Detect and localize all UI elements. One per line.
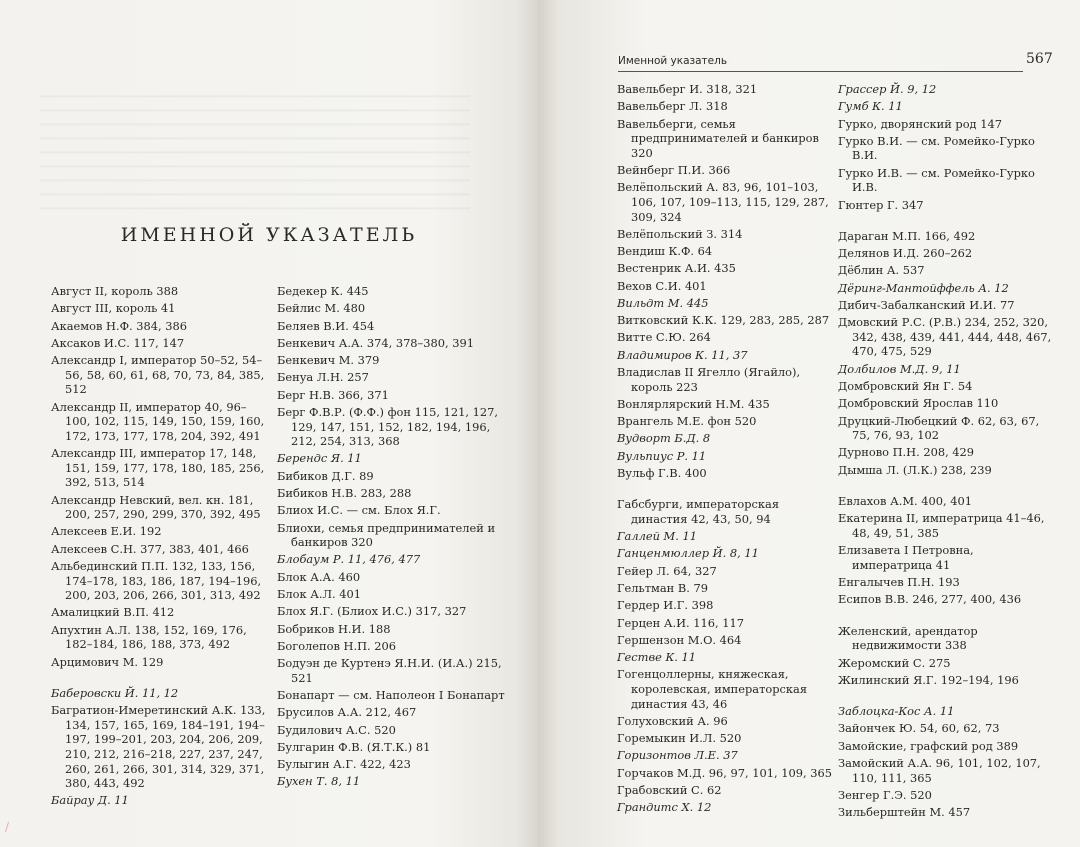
index-entry: Бенкевич А.А. 374, 378–380, 391 [277,335,474,350]
index-entry: Есипов В.В. 246, 277, 400, 436 [838,592,1022,607]
index-entry: Грассер Й. 9, 12 [838,82,937,96]
index-entry: Домбровский Ян Г. 54 [838,379,973,394]
index-entry: Дымша Л. (Л.К.) 238, 239 [838,462,992,477]
index-entry: Гумб К. 11 [838,99,903,114]
letter-group-gap [838,690,1053,704]
index-entry: Гурко, дворянский род 147 [838,116,1002,131]
corner-mark: / [5,820,10,834]
index-entry: Вудворт Б.Д. 8 [617,431,711,446]
index-entry: Заблоцка-Кос А. 11 [838,704,955,719]
index-entry: Горчаков М.Д. 96, 97, 101, 109, 365 [617,765,832,780]
index-entry: Владислав II Ягелло (Ягайло), король 223 [617,365,801,394]
index-entry: Жилинский Я.Г. 192–194, 196 [838,672,1019,687]
index-entry: Екатерина II, императрица 41–46, 48, 49, 51, 385 [838,511,1045,540]
index-entry: Велёпольский З. 314 [617,226,743,241]
index-entry: Блиохи, семья предпринимателей и банкиров 320 [277,520,496,550]
index-entry: Беляев В.И. 454 [277,318,375,333]
index-entry: Бухен Т. 8, 11 [277,774,361,789]
index-entry: Домбровский Ярослав 110 [838,396,999,411]
index-entry: Вавельберги, семья предпринимателей и банкиров 320 [617,116,819,160]
index-entry: Будилович А.С. 520 [277,722,396,737]
index-entry: Габсбурги, императорская династия 42, 43, 50, 94 [617,497,780,526]
letter-group-gap [51,672,269,686]
index-entry: Гердер И.Г. 398 [617,598,714,613]
index-column-1 [51,284,269,811]
index-entry: Берендс Я. 11 [277,451,362,466]
index-entry: Багратион-Имеретинский А.К. 133, 134, 157, 165, 169, 184–191, 194–197, 199–201, 203, 204, 206, 209, 210, 212, 216–218, 227, 237, 247, 260, 261, 266, 301, 314, 329, 371, 380, 443, 492 [51,703,266,791]
index-entry: Байрау Д. 11 [51,793,129,808]
index-entry: Гельтман В. 79 [617,581,708,596]
index-entry: Блох Я.Г. (Блиох И.С.) 317, 327 [277,604,467,619]
page-number: 567 [1026,51,1053,67]
index-entry: Бонапарт — см. Наполеон I Бонапарт [277,688,505,702]
index-entry: Грандитс Х. 12 [617,800,712,815]
index-entry: Гурко В.И. — см. Ромейко-Гурко В.И. [838,133,1035,163]
index-entry: Блок А.Л. 401 [277,587,361,601]
index-entry: Дмовский Р.С. (Р.В.) 234, 252, 320, 342, 438, 439, 441, 444, 448, 467, 470, 475, 529 [838,315,1052,359]
index-entry: Желенский, арендатор недвижимости 338 [838,623,978,653]
index-entry: Арцимович М. 129 [51,654,164,669]
index-entry: Вонлярлярский Н.М. 435 [617,396,770,411]
index-entry: Александр III, император 17, 148, 151, 159, 177, 178, 180, 185, 256, 392, 513, 514 [51,446,265,490]
index-entry: Вендиш К.Ф. 64 [617,244,713,259]
index-entry: Гурко И.В. — см. Ромейко-Гурко И.В. [838,165,1035,195]
index-entry: Вильдт М. 445 [617,295,709,310]
index-entry: Блиох И.С. — см. Блох Я.Г. [277,503,441,518]
index-entry: Бибиков Н.В. 283, 288 [277,486,412,500]
index-entry: Боголепов Н.П. 206 [277,638,396,653]
index-entry: Вавельберг И. 318, 321 [617,82,758,96]
right-page [538,0,1080,847]
index-entry: Гершензон М.О. 464 [617,632,742,647]
index-entry: Бейлис М. 480 [277,301,366,316]
index-entry: Дараган М.П. 166, 492 [838,228,976,243]
index-column-2 [277,284,507,792]
index-entry: Александр Невский, вел. кн. 181, 200, 257, 290, 299, 370, 392, 495 [51,492,261,522]
index-entry: Вульпиус Р. 11 [617,448,707,463]
index-entry: Герцен А.И. 116, 117 [617,615,744,630]
index-entry: Замойские, графский род 389 [838,738,1019,753]
index-entry: Велёпольский А. 83, 96, 101–103, 106, 107, 109–113, 115, 129, 287, 309, 324 [617,180,829,224]
index-entry: Блок А.А. 460 [277,569,361,584]
letter-group-gap [617,483,833,497]
index-entry: Бибиков Д.Г. 89 [277,468,374,483]
running-head [618,53,1023,72]
index-entry: Жеромский С. 275 [838,655,951,670]
index-entry: Горизонтов Л.Е. 37 [617,748,738,763]
index-entry: Евлахов А.М. 400, 401 [838,494,972,509]
index-entry: Гогенцоллерны, княжеская, королевская, императорская династия 43, 46 [617,667,808,711]
index-entry: Вехов С.И. 401 [617,278,707,293]
index-entry: Бедекер К. 445 [277,284,369,298]
index-entry: Замойский А.А. 96, 101, 102, 107, 110, 111, 365 [838,755,1041,785]
index-entry: Акаемов Н.Ф. 384, 386 [51,318,188,333]
index-entry: Алексеев С.Н. 377, 383, 401, 466 [51,541,249,556]
index-entry: Енгалычев П.Н. 193 [838,575,960,590]
index-entry: Вейнберг П.И. 366 [617,163,731,178]
index-column-3 [617,82,833,818]
left-page [0,0,538,847]
index-entry: Долбилов М.Д. 9, 11 [838,361,961,376]
index-entry: Витте С.Ю. 264 [617,330,711,345]
letter-group-gap [838,610,1053,624]
index-entry: Бенкевич М. 379 [277,353,380,368]
letter-group-gap [838,215,1053,229]
index-entry: Грабовский С. 62 [617,783,722,798]
index-entry: Голуховский А. 96 [617,713,728,728]
index-entry: Друцкий-Любецкий Ф. 62, 63, 67, 75, 76, 93, 102 [838,413,1040,443]
index-entry: Август II, король 388 [51,284,179,298]
index-entry: Брусилов А.А. 212, 467 [277,705,417,720]
index-entry: Альбединский П.П. 132, 133, 156, 174–178, 183, 186, 187, 194–196, 200, 203, 206, 266, 301, 313, 492 [51,558,262,603]
index-column-4 [838,82,1053,822]
running-head-text: Именной указатель [618,55,731,67]
index-entry: Алексеев Е.И. 192 [51,524,162,539]
index-entry: Вестенрик А.И. 435 [617,261,736,276]
index-entry: Баберовски Й. 11, 12 [51,685,179,700]
index-entry: Вульф Г.В. 400 [617,466,707,481]
index-entry: Вавельберг Л. 318 [617,99,728,114]
index-entry: Зильберштейн М. 457 [838,805,971,820]
index-entry: Горемыкин И.Л. 520 [617,731,742,746]
index-entry: Галлей М. 11 [617,529,697,544]
index-entry: Апухтин А.Л. 138, 152, 169, 176, 182–184, 186, 188, 373, 492 [51,622,247,652]
index-entry: Амалицкий В.П. 412 [51,605,175,620]
index-entry: Бобриков Н.И. 188 [277,621,391,636]
index-entry: Делянов И.Д. 260–262 [838,246,973,261]
index-entry: Дурново П.Н. 208, 429 [838,445,975,460]
index-entry: Берг Ф.В.Р. (Ф.Ф.) фон 115, 121, 127, 129, 147, 151, 152, 182, 194, 196, 212, 254, 313, 368 [277,404,498,449]
index-entry: Аксаков И.С. 117, 147 [51,335,185,350]
index-entry: Гейер Л. 64, 327 [617,563,717,578]
index-entry: Август III, король 41 [51,301,176,316]
index-entry: Берг Н.В. 366, 371 [277,387,389,402]
index-entry: Александр I, император 50–52, 54–56, 58, 60, 61, 68, 70, 73, 84, 385, 512 [51,353,265,397]
index-entry: Зайончек Ю. 54, 60, 62, 73 [838,721,1000,736]
letter-group-gap [838,480,1053,494]
index-entry: Гюнтер Г. 347 [838,197,924,212]
index-entry: Ганценмюллер Й. 8, 11 [617,546,759,561]
index-entry: Дёринг-Мантойффель А. 12 [838,280,1009,295]
index-entry: Врангель М.Е. фон 520 [617,414,757,429]
index-entry: Блобаум Р. 11, 476, 477 [277,552,421,567]
index-entry: Гестве К. 11 [617,650,697,665]
index-entry: Булгарин Ф.В. (Я.Т.К.) 81 [277,739,431,754]
bleed-through-text [40,84,470,214]
index-entry: Бодуэн де Куртенэ Я.Н.И. (И.А.) 215, 521 [277,656,502,685]
index-entry: Булыгин А.Г. 422, 423 [277,757,411,772]
index-entry: Витковский К.К. 129, 283, 285, 287 [617,313,830,328]
index-entry: Дибич-Забалканский И.И. 77 [838,298,1015,312]
index-entry: Бенуа Л.Н. 257 [277,370,369,385]
index-entry: Александр II, император 40, 96–100, 102, 115, 149, 150, 159, 160, 172, 173, 177, 178, 204, 392, 491 [51,399,265,443]
index-entry: Дёблин А. 537 [838,263,925,278]
index-heading: ИМЕННОЙ УКАЗАТЕЛЬ [120,224,418,246]
index-entry: Зенгер Г.Э. 520 [838,787,932,802]
index-entry: Елизавета I Петровна, императрица 41 [838,543,974,572]
index-entry: Владимиров К. 11, 37 [617,347,748,362]
